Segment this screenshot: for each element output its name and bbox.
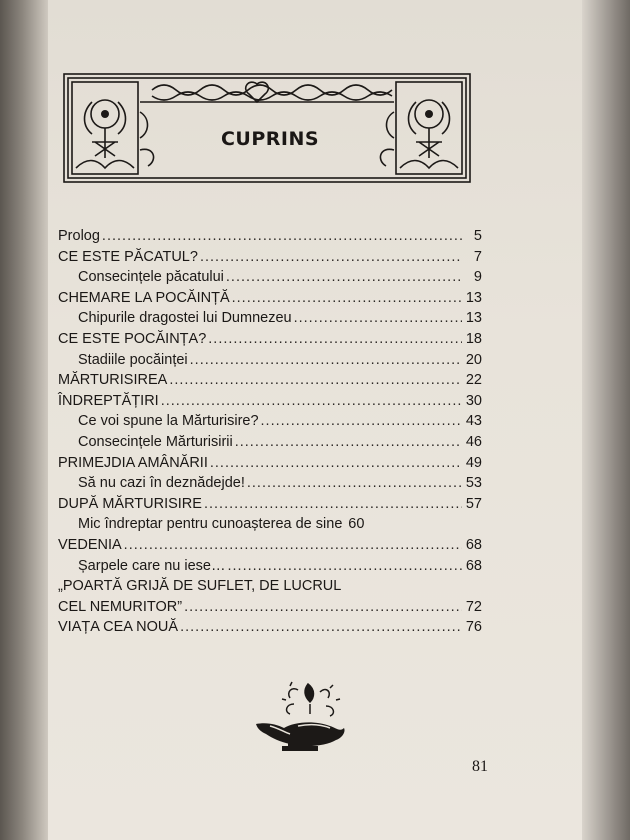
toc-entry-label: Ce voi spune la Mărturisire? [78, 413, 259, 430]
toc-entry-page: 57 [465, 495, 482, 512]
toc-entry-label: ÎNDREPTĂȚIRI [58, 392, 159, 409]
oil-lamp-icon [250, 680, 350, 756]
toc-entry [58, 475, 482, 496]
toc-entry-page: 13 [465, 289, 482, 306]
toc-entry-page: 46 [465, 433, 482, 450]
toc-entry [58, 290, 482, 311]
toc-entry-page: 22 [465, 372, 482, 389]
toc-entry-page: 72 [465, 598, 482, 615]
toc-entry-page: 76 [465, 619, 482, 636]
toc-dot-leader [161, 393, 462, 409]
toc-entry-page: 53 [465, 475, 482, 492]
toc-dot-leader [261, 413, 462, 429]
toc-dot-leader [180, 619, 462, 635]
toc-entry [58, 455, 482, 476]
toc-dot-leader [294, 310, 462, 326]
toc-entry-page: 18 [465, 330, 482, 347]
toc-entry [58, 619, 482, 640]
toc-entry [58, 434, 482, 455]
toc-entry-page: 7 [473, 248, 482, 265]
book-spine-shadow [0, 0, 48, 840]
toc-entry-page: 30 [465, 392, 482, 409]
toc-entry [58, 558, 482, 579]
toc-entry-label: Stadiile pocăinței [78, 351, 188, 368]
toc-entry-label: Consecințele păcatului [78, 269, 224, 286]
toc-entry [58, 352, 482, 373]
toc-entry-label: DUPĂ MĂRTURISIRE [58, 495, 202, 512]
toc-dot-leader [102, 228, 462, 244]
toc-dot-leader [247, 475, 462, 491]
toc-entry [58, 578, 482, 599]
toc-entry-page: 13 [465, 310, 482, 327]
toc-dot-leader [124, 537, 462, 553]
toc-entry [58, 413, 482, 434]
toc-entry-label: Consecințele Mărturisirii [78, 433, 233, 450]
toc-dot-leader [226, 269, 462, 285]
toc-entry [58, 331, 482, 352]
toc-dot-leader [235, 434, 462, 450]
toc-entry-label: Chipurile dragostei lui Dumnezeu [78, 310, 292, 327]
toc-entry-page: 68 [465, 557, 482, 574]
toc-entry-label: CE ESTE PĂCATUL? [58, 248, 198, 265]
toc-entry [58, 310, 482, 331]
toc-entry-label: VIAȚA CEA NOUĂ [58, 619, 179, 636]
toc-entry-label: CHEMARE LA POCĂINȚĂ [58, 289, 230, 306]
toc-dot-leader [190, 352, 462, 368]
toc-entry-page: 60 [348, 516, 365, 533]
toc-dot-leader [204, 496, 462, 512]
toc-entry-page: 43 [465, 413, 482, 430]
toc-dot-leader [208, 331, 462, 347]
toc-dot-leader [210, 455, 462, 471]
toc-entry-label: Șarpele care nu iese… [78, 557, 226, 574]
toc-entry [58, 537, 482, 558]
toc-dot-leader [228, 558, 463, 574]
page-number: 81 [472, 758, 488, 775]
toc-entry-page: 49 [465, 454, 482, 471]
toc-entry-page: 9 [473, 269, 482, 286]
toc-entry [58, 372, 482, 393]
toc-entry-label: CE ESTE POCĂINȚA? [58, 330, 207, 347]
toc-dot-leader [169, 372, 462, 388]
toc-entry [58, 496, 482, 517]
toc-entry-label: „POARTĂ GRIJĂ DE SUFLET, DE LUCRUL [58, 578, 342, 595]
toc-entry-label: VEDENIA [58, 536, 122, 553]
toc-entry-label: CEL NEMURITOR” [58, 598, 183, 615]
toc-entry [58, 516, 482, 537]
toc-entry-label: MĂRTURISIREA [58, 372, 168, 389]
toc-entry-label: Să nu cazi în deznădejde! [78, 475, 245, 492]
toc-dot-leader [200, 249, 462, 265]
toc-dot-leader [232, 290, 462, 306]
toc-entry [58, 228, 482, 249]
toc-entry [58, 249, 482, 270]
toc-dot-leader [184, 599, 462, 615]
toc-entry-page: 20 [465, 351, 482, 368]
toc-entry-label: Prolog [58, 228, 100, 244]
toc-entry [58, 269, 482, 290]
toc-entry-page: 68 [465, 536, 482, 553]
toc-entry [58, 599, 482, 620]
table-of-contents [58, 228, 482, 640]
page-edge-shadow [582, 0, 630, 840]
toc-entry [58, 393, 482, 414]
toc-entry-label: Mic îndreptar pentru cunoașterea de sine [78, 516, 343, 533]
toc-entry-label: PRIMEJDIA AMÂNĂRII [58, 454, 208, 471]
page-title: CUPRINS [220, 128, 320, 150]
toc-entry-page: 5 [473, 228, 482, 244]
